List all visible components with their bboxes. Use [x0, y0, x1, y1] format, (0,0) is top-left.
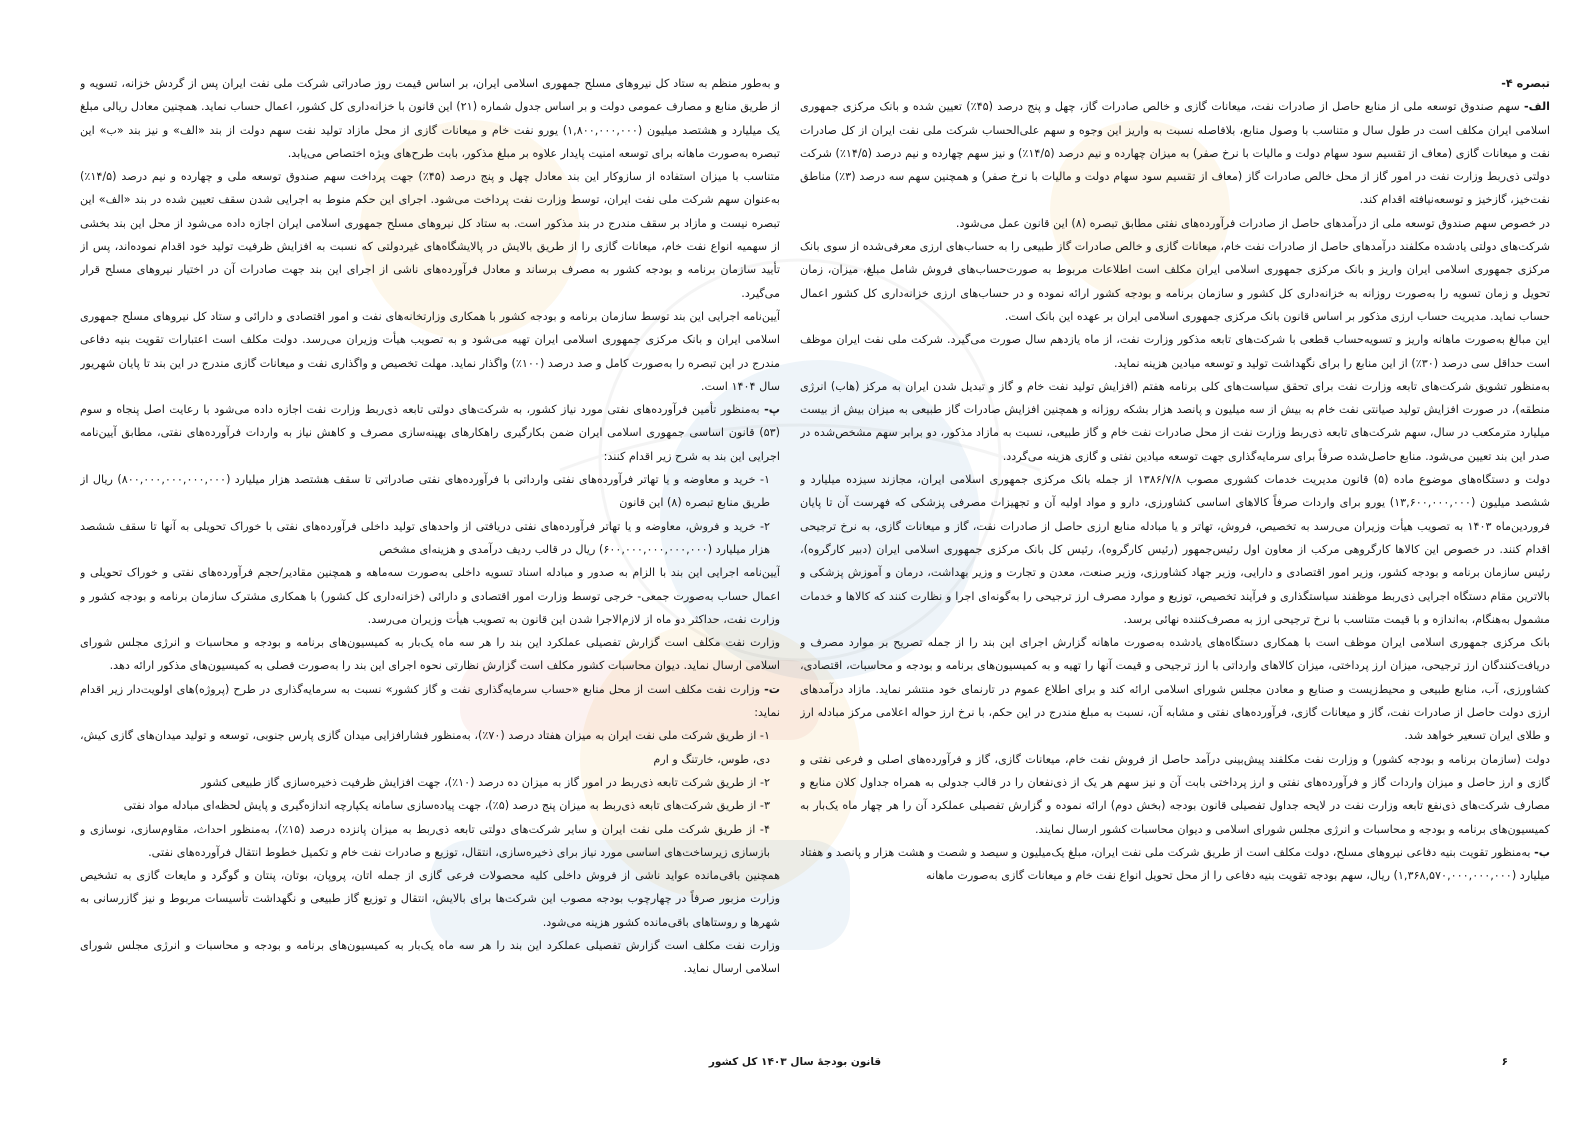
- list-item: ۲- از طریق شرکت تابعه ذی‌ربط در امور گاز به میزان ده درصد (۱۰٪)، جهت افزایش ظرفیت ذخیره‌سازی گاز طبیعی کشور: [201, 775, 770, 789]
- note-4-heading: تبصره ۴-: [1501, 77, 1550, 90]
- paragraph-text: به‌منظور تقویت بنیه دفاعی نیروهای مسلح، دولت مکلف است از طریق شرکت ملی نفت ایران، مبلغ یک‌میلیون و سیصد و شصت و هشت هزار و پانصد و هفتاد میلیارد (۱,۳۶۸,۵۷۰,۰۰۰,۰۰۰,۰۰۰) ریال، سهم بودجه تقویت بنیه دفاعی را از محل تحویل انواع نفت خام و میعانات گازی به‌صورت ماهانه: [800, 845, 1550, 883]
- list-item: ۴- از طریق شرکت ملی نفت ایران و سایر شرکت‌های دولتی تابعه ذی‌ربط به میزان پانزده درصد (۱۵٪)، به‌منظور احداث، مقاوم‌سازی، نوسازی و بازسازی زیرساخت‌های اساسی مورد نیاز برای ذخیره‌سازی، انتقال، توزیع و صادرات نفت خام و تکمیل خطوط انتقال فرآورده‌های نفتی.: [80, 822, 770, 859]
- paragraph: دولت و دستگاه‌های موضوع ماده (۵) قانون مدیریت خدمات کشوری مصوب ۱۳۸۶/۷/۸ از جمله بانک مرکزی جمهوری اسلامی ایران، مجازند سیزده میلیارد و ششصد میلیون (۱۳,۶۰۰,۰۰۰,۰۰۰) یورو برای واردات صرفاً کالاهای اساسی کشاورزی، دارو و مواد اولیه آن و تجهیزات مصرفی پزشکی که فهرست آن تا پایان فروردین‌ماه ۱۴۰۳ به تصویب هیأت وزیران می‌رسد به تخصیص، فروش، تهاتر و یا مبادله منابع ارزی حاصل از صادرات نفت، گاز و میعانات گازی، به نرخ ترجیحی اقدام کنند. در خصوص این کالاها کارگروهی مرکب از معاون اول رئیس‌جمهور (رئیس کارگروه)، رئیس کل بانک مرکزی جمهوری اسلامی ایران (دبیر کارگروه)، رئیس سازمان برنامه و بودجه کشور، وزیر امور اقتصادی و دارایی، وزیر جهاد کشاورزی، وزیر صنعت، معدن و تجارت و وزیر بهداشت، درمان و آموزش پزشکی و بالاترین مقام دستگاه اجرایی ذی‌ربط موظفند سیاستگذاری و فرآیند تخصیص، توزیع و موارد مصرف ارز ترجیحی را به‌گونه‌ای اجرا و نظارت کنند که کالاها و خدمات مشمول به‌هنگام، به‌اندازه و با قیمت متناسب با نرخ ترجیحی ارز به مصرف‌کننده نهائی برسد.: [800, 473, 1550, 626]
- paragraph: دولت (سازمان برنامه و بودجه کشور) و وزارت نفت مکلفند پیش‌بینی درآمد حاصل از فروش نفت خام، میعانات گازی، گاز و فرآورده‌های اصلی و فرعی نفتی و گازی و ارز حاصل و میزان واردات گاز و فرآورده‌های نفتی و ارز پرداختی بابت آن و نیز سهم هر یک از ذی‌نفعان را در قالب جدولی به همراه جداول کلان منابع و مصارف شرکت‌های ذی‌نفع تابعه وزارت نفت در لایحه جداول تفصیلی قانون بودجه (بخش دوم) ارائه نموده و گزارش تفصیلی عملکرد آن را هر چهار ماه یک‌بار به کمیسیون‌های برنامه و بودجه و محاسبات و انرژی مجلس شورای اسلامی و دیوان محاسبات کشور ارسال نمایند.: [800, 752, 1550, 836]
- paragraph: این مبالغ به‌صورت ماهانه واریز و تسویه‌حساب قطعی با شرکت‌های تابعه مذکور وزارت نفت، از ماه یازدهم سال صورت می‌گیرد. شرکت ملی نفت ایران موظف است حداقل سی درصد (۳۰٪) از این منابع را برای نگهداشت تولید و توسعه میادین هزینه نماید.: [800, 333, 1550, 370]
- paragraph: [80, 398, 780, 468]
- paragraph: وزارت نفت مکلف است گزارش تفصیلی عملکرد این بند را هر سه ماه یک‌بار به کمیسیون‌های برنامه و بودجه و محاسبات و انرژی مجلس شورای اسلامی ارسال نماید.: [80, 938, 780, 976]
- paragraph: در خصوص سهم صندوق توسعه ملی از درآمدهای حاصل از صادرات فرآورده‌های نفتی مطابق تبصره (۸) این قانون عمل می‌شود.: [955, 216, 1550, 230]
- paragraph: و به‌طور منظم به ستاد کل نیروهای مسلح جمهوری اسلامی ایران، بر اساس قیمت روز صادراتی شرکت ملی نفت ایران پس از گردش خزانه، تسویه و از طریق منابع و مصارف عمومی دولت و بر اساس جدول شماره (۲۱) این قانون با خزانه‌داری کل کشور، اعمال حساب نماید. همچنین معادل ریالی مبلغ یک میلیارد و هشتصد میلیون (۱,۸۰۰,۰۰۰,۰۰۰) یورو نفت خام و میعانات گازی از محل مازاد تولید نفت سهم دولت از بند «الف» و نیز بند «ب» این تبصره به‌صورت ماهانه برای توسعه امنیت پایدار علاوه بر مبلغ مذکور، بابت طرح‌های ویژه اختصاص می‌یابد.: [80, 77, 780, 160]
- paragraph: شرکت‌های دولتی یادشده مکلفند درآمدهای حاصل از صادرات نفت خام، میعانات گازی و خالص صادرات گاز طبیعی را به حساب‌های ارزی معرفی‌شده از سوی بانک مرکزی جمهوری اسلامی ایران واریز و بانک مرکزی جمهوری اسلامی ایران مکلف است اطلاعات مربوط به صورت‌حساب‌های فروش شامل مبلغ، میزان، زمان تحویل و زمان تسویه را به‌صورت روزانه به خزانه‌داری کل کشور و سازمان برنامه و بودجه کشور ارائه نموده و در حساب‌های ارزی خزانه‌داری کل کشور اعمال حساب نماید. مدیریت حساب ارزی مذکور بر اساس قانون بانک مرکزی جمهوری اسلامی ایران بر عهده این بانک است.: [800, 240, 1550, 323]
- left-column: [80, 72, 780, 1032]
- clause-marker: ت-: [764, 682, 780, 696]
- paragraph: [800, 95, 1550, 211]
- right-column: [800, 72, 1550, 1032]
- footer-title: قانون بودجهٔ سال ۱۴۰۳ کل کشور: [708, 1056, 882, 1068]
- paragraph: آیین‌نامه اجرایی این بند توسط سازمان برنامه و بودجه کشور با همکاری وزارتخانه‌های نفت و امور اقتصادی و دارائی و ستاد کل نیروهای مسلح جمهوری اسلامی ایران و بانک مرکزی جمهوری اسلامی ایران تهیه می‌شود و به تصویب هیأت وزیران می‌رسد. دولت مکلف است اعتبارات تقویت بنیه دفاعی مندرج در این تبصره را به‌صورت کامل و صد درصد (۱۰۰٪) واگذار نماید. مهلت تخصیص و واگذاری نفت و میعانات گازی مندرج در این بند تا پایان شهریور سال ۱۴۰۴ است.: [80, 309, 780, 393]
- paragraph-text: وزارت نفت مکلف است از محل منابع «حساب سرمایه‌گذاری نفت و گاز کشور» نسبت به سرمایه‌گذاری در طرح (پروژه)‌های اولویت‌دار زیر اقدام نماید:: [80, 682, 780, 720]
- paragraph: [80, 678, 780, 725]
- page-number: ۶: [1501, 1056, 1508, 1068]
- paragraph: آیین‌نامه اجرایی این بند با الزام به صدور و مبادله اسناد تسویه داخلی به‌صورت سه‌ماهه و همچنین مقادیر/حجم فرآورده‌های نفتی و خوراک تحویلی و اعمال حساب به‌صورت جمعی- خرجی توسط وزارت امور اقتصادی و دارائی (خزانه‌داری کل کشور) با همکاری مشترک سازمان برنامه و بودجه کشور و وزارت نفت، حداکثر دو ماه از لازم‌الاجرا شدن این قانون به تصویب هیأت وزیران می‌رسد.: [80, 566, 780, 626]
- list-item: ۱- خرید و معاوضه و یا تهاتر فرآورده‌های نفتی وارداتی با فرآورده‌های نفتی صادراتی تا سقف هشتصد هزار میلیارد (۸۰۰,۰۰۰,۰۰۰,۰۰۰,۰۰۰) ریال از طریق منابع تبصره (۸) این قانون: [80, 473, 771, 510]
- paragraph: متناسب با میزان استفاده از سازوکار این بند معادل چهل و پنج درصد (۴۵٪) جهت پرداخت سهم صندوق توسعه ملی و چهارده و نیم درصد (۱۴/۵٪) به‌عنوان سهم شرکت ملی نفت ایران، توسط وزارت نفت پرداخت می‌شود. اجرای این حکم منوط به اجرایی شدن سقف تعیین شده در بند «الف» این تبصره نیست و مازاد بر سقف مندرج در بند مذکور است. به ستاد کل نیروهای مسلح جمهوری اسلامی ایران اجازه داده می‌شود از محل این بند بخشی از سهمیه انواع نفت خام، میعانات گازی را از طریق بالایش در پالایشگاه‌های غیردولتی که نسبت به افزایش ظرفیت تولید خود اقدام نموده‌اند، پس از تأیید سازمان برنامه و بودجه کشور به مصرف برساند و معادل فرآورده‌های ناشی از اجرای این بند جهت صادرات آن در اختیار نیروهای مسلح قرار می‌گیرد.: [80, 170, 780, 300]
- page-footer: [0, 1056, 1590, 1080]
- list-item: ۱- از طریق شرکت ملی نفت ایران به میزان هفتاد درصد (۷۰٪)، به‌منظور فشارافزایی میدان گازی پارس جنوبی، توسعه و تولید میدان‌های گازی کیش، دی، طوس، خارتنگ و ارم: [80, 729, 770, 766]
- clause-marker: الف-: [1523, 100, 1550, 114]
- paragraph: همچنین باقی‌مانده عواید ناشی از فروش داخلی کلیه محصولات فرعی گازی از جمله اتان، پروپان، بوتان، پنتان و گوگرد و مایعات گازی به تشخیص وزارت مزبور صرفاً در چهارچوب بودجه مصوب این شرکت‌ها برای بالایش، انتقال و توزیع گاز طبیعی و نگهداشت تأسیسات مربوط و نیز گازرسانی به شهرها و روستاهای باقی‌مانده کشور هزینه می‌شود.: [80, 869, 780, 929]
- paragraph-text: به‌منظور تأمین فرآورده‌های نفتی مورد نیاز کشور، به شرکت‌های دولتی تابعه ذی‌ربط وزارت نفت اجازه داده می‌شود با رعایت اصل پنجاه و سوم (۵۳) قانون اساسی جمهوری اسلامی ایران ضمن بکارگیری راهکارهای بهینه‌سازی مصرف و کاهش نیاز به واردات فرآورده‌های نفتی، مطابق آیین‌نامه اجرایی این بند به شرح زیر اقدام کنند:: [80, 403, 780, 463]
- list-item: ۳- از طریق شرکت‌های تابعه ذی‌ربط به میزان پنج درصد (۵٪)، جهت پیاده‌سازی سامانه یکپارچه اندازه‌گیری و پایش لحظه‌ای مبادله مواد نفتی: [123, 799, 770, 813]
- clause-marker: پ-: [764, 403, 780, 417]
- list-item: ۲- خرید و فروش، معاوضه و یا تهاتر فرآورده‌های نفتی دریافتی از واحدهای تولید داخلی فرآورده‌های نفتی با خوراک تحویلی به آنها تا سقف ششصد هزار میلیارد (۶۰۰,۰۰۰,۰۰۰,۰۰۰,۰۰۰) ریال در قالب ردیف درآمدی و هزینه‌ای مشخص: [80, 519, 770, 556]
- paragraph-text: سهم صندوق توسعه ملی از منابع حاصل از صادرات نفت، میعانات گازی و خالص صادرات گاز، چهل و پنج درصد (۴۵٪) تعیین شده و بانک مرکزی جمهوری اسلامی ایران مکلف است در طول سال و متناسب با وصول منابع، بلافاصله نسبت به واریز این وجوه و سهم علی‌الحساب شرکت ملی نفت ایران از کل صادرات نفت و میعانات گازی (معاف از تقسیم سود سهام دولت و مالیات با نرخ صفر) به میزان چهارده و نیم درصد (۱۴/۵٪) و نیز سهم چهارده و نیم درصد (۱۴/۵٪) شرکت دولتی ذی‌ربط وزارت نفت در امور گاز از محل خالص صادرات گاز (معاف از تقسیم سود سهام دولت و مالیات با نرخ صفر) و همچنین سهم سه درصد (۳٪) مناطق نفت‌خیز، گازخیز و توسعه‌نیافته اقدام کند.: [800, 100, 1550, 207]
- clause-marker: ب-: [1534, 845, 1550, 859]
- paragraph: وزارت نفت مکلف است گزارش تفصیلی عملکرد این بند را هر سه ماه یک‌بار به کمیسیون‌های برنامه و بودجه و محاسبات و انرژی مجلس شورای اسلامی ارسال نماید. دیوان محاسبات کشور مکلف است گزارش نظارتی نحوه اجرای این بند را به‌صورت فصلی به کمیسیون‌های مذکور ارائه دهد.: [80, 636, 780, 673]
- paragraph: به‌منظور تشویق شرکت‌های تابعه وزارت نفت برای تحقق سیاست‌های کلی برنامه هفتم (افزایش تولید نفت خام و گاز و تبدیل شدن ایران به مرکز (هاب) انرژی منطقه)، در صورت افزایش تولید صیانتی نفت خام به بیش از سه میلیون و پانصد هزار بشکه روزانه و همچنین افزایش صادرات گاز طبیعی به میزان بیش از بیست میلیارد مترمکعب در سال، سهم شرکت‌های تابعه ذی‌ربط وزارت نفت از محل صادرات نفت خام و گاز طبیعی، نسبت به مازاد مذکور، دو برابر سهم مشخص‌شده در صدر این بند تعیین می‌شود. منابع حاصل‌شده صرفاً برای سرمایه‌گذاری جهت توسعه میادین نفتی و گازی هزینه می‌گردد.: [800, 379, 1550, 463]
- paragraph: بانک مرکزی جمهوری اسلامی ایران موظف است با همکاری دستگاه‌های یادشده به‌صورت ماهانه گزارش اجرای این بند را از جمله تصریح بر موارد مصرف و دریافت‌کنندگان ارز ترجیحی، میزان ارز پرداختی، میزان کالاهای وارداتی با ارز ترجیحی و قیمت آنها را تهیه و به کمیسیون‌های برنامه و بودجه و محاسبات، اقتصادی، کشاورزی، آب، منابع طبیعی و محیط‌زیست و صنایع و معادن مجلس شورای اسلامی ارائه کند و برای اطلاع عموم در تارنمای خود منتشر نماید. مازاد درآمدهای ارزی دولت حاصل از صادرات نفت، گاز و میعانات گازی، فرآورده‌های نفتی و مشابه آن، نسبت به مبلغ مندرج در این حکم، با نرخ ارز حواله اعلامی مرکز مبادله ارز و طلای ایران تسعیر خواهد شد.: [800, 636, 1550, 743]
- paragraph: [800, 841, 1550, 888]
